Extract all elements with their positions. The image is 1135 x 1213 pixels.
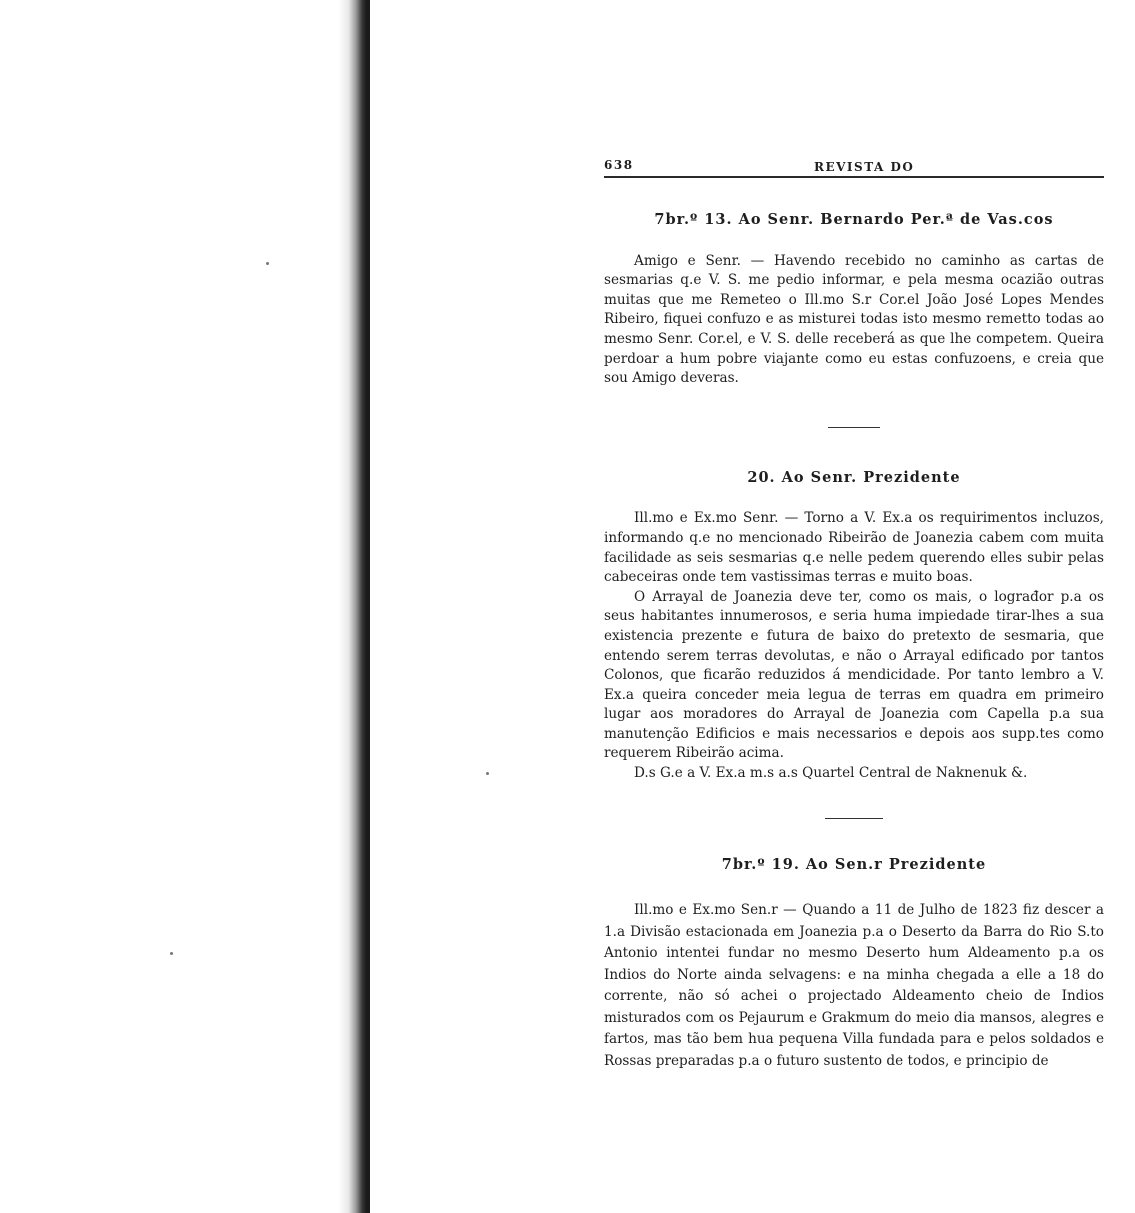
letter-paragraph: O Arrayal de Joanezia deve ter, como os mais, o lograđor p.a os seus habitantes innumerosos, e seria huma impiedade tirar-lhes a sua existencia prezente e futura de baixo do pretexto de sesmaria, que entendo serem terras devolutas, e não o Arrayal edificado por tantos Colonos, que ficarão reduzidos á mendicidade. Por tanto lembro a V. Ex.a queira conceder meia legua de terras em quadra em primeiro lugar aos moradores do Arrayal de Joanezia com Capella p.a sua manutenção Edificios e mais necessarios e depois aos supp.tes como requerem Ribeirão acima. <box>604 588 1104 762</box>
paper-speck <box>170 952 173 955</box>
paper-speck <box>486 772 489 775</box>
page-header <box>604 150 1104 178</box>
paper-speck <box>266 262 269 265</box>
letter-heading: 20. Ao Senr. Prezidente <box>747 468 961 486</box>
letter-paragraph: Ill.mo e Ex.mo Senr. — Torno a V. Ex.a os requirimentos incluzos, informando q.e no mencionado Ribeirão de Joanezia cabem com muita facilidade as seis sesmarias q.e nelle pedem querendo elles subir pelas cabeceiras onde tem vastissimas terras e muito boas. <box>604 510 1104 586</box>
letter-paragraph: Amigo e Senr. — Havendo recebido no caminho as cartas de sesmarias q.e V. S. me pedio informar, e pela mesma ocazião outras muitas que me Remeteo o Ill.mo S.r Cor.el João José Lopes Mendes Ribeiro, fiquei confuzo e as misturei todas isto mesmo remetto todas ao mesmo Senr. Cor.el, e V. S. delle receberá as que lhe competem. Queira perdoar a hum pobre viajante como eu estas confuzoens, e creia que sou Amigo deveras. <box>604 252 1104 387</box>
book-page <box>604 150 1104 1210</box>
page-number: 638 <box>604 158 634 172</box>
gutter-edge <box>366 0 370 1213</box>
letter-heading: 7br.º 19. Ao Sen.r Prezidente <box>721 855 987 873</box>
running-head: REVISTA DO <box>814 160 915 174</box>
letter-heading: 7br.º 13. Ao Senr. Bernardo Per.ª de Vas.cos <box>654 211 1054 228</box>
letter-closing: D.s G.e a V. Ex.a m.s a.s Quartel Central de Naknenuk &. <box>634 765 1028 782</box>
book-gutter <box>338 0 368 1213</box>
letter-paragraph: Ill.mo e Ex.mo Sen.r — Quando a 11 de Julho de 1823 fiz descer a 1.a Divisão estacionada em Joanezia p.a o Deserto da Barra do Rio S.to Antonio intentei fundar no mesmo Deserto hum Aldeamento p.a os Indios do Norte ainda selvagens: e na minha chegada a elle a 18 do corrente, não só achei o projectado Aldeamento cheio de Indios misturados com os Pejaurum e Grakmum do meio dia mansos, alegres e fartos, mas tão bem hua pequena Villa fundada para e pelos soldados e Rossas preparadas p.a o futuro sustento de todos, e principio de <box>604 902 1104 1069</box>
